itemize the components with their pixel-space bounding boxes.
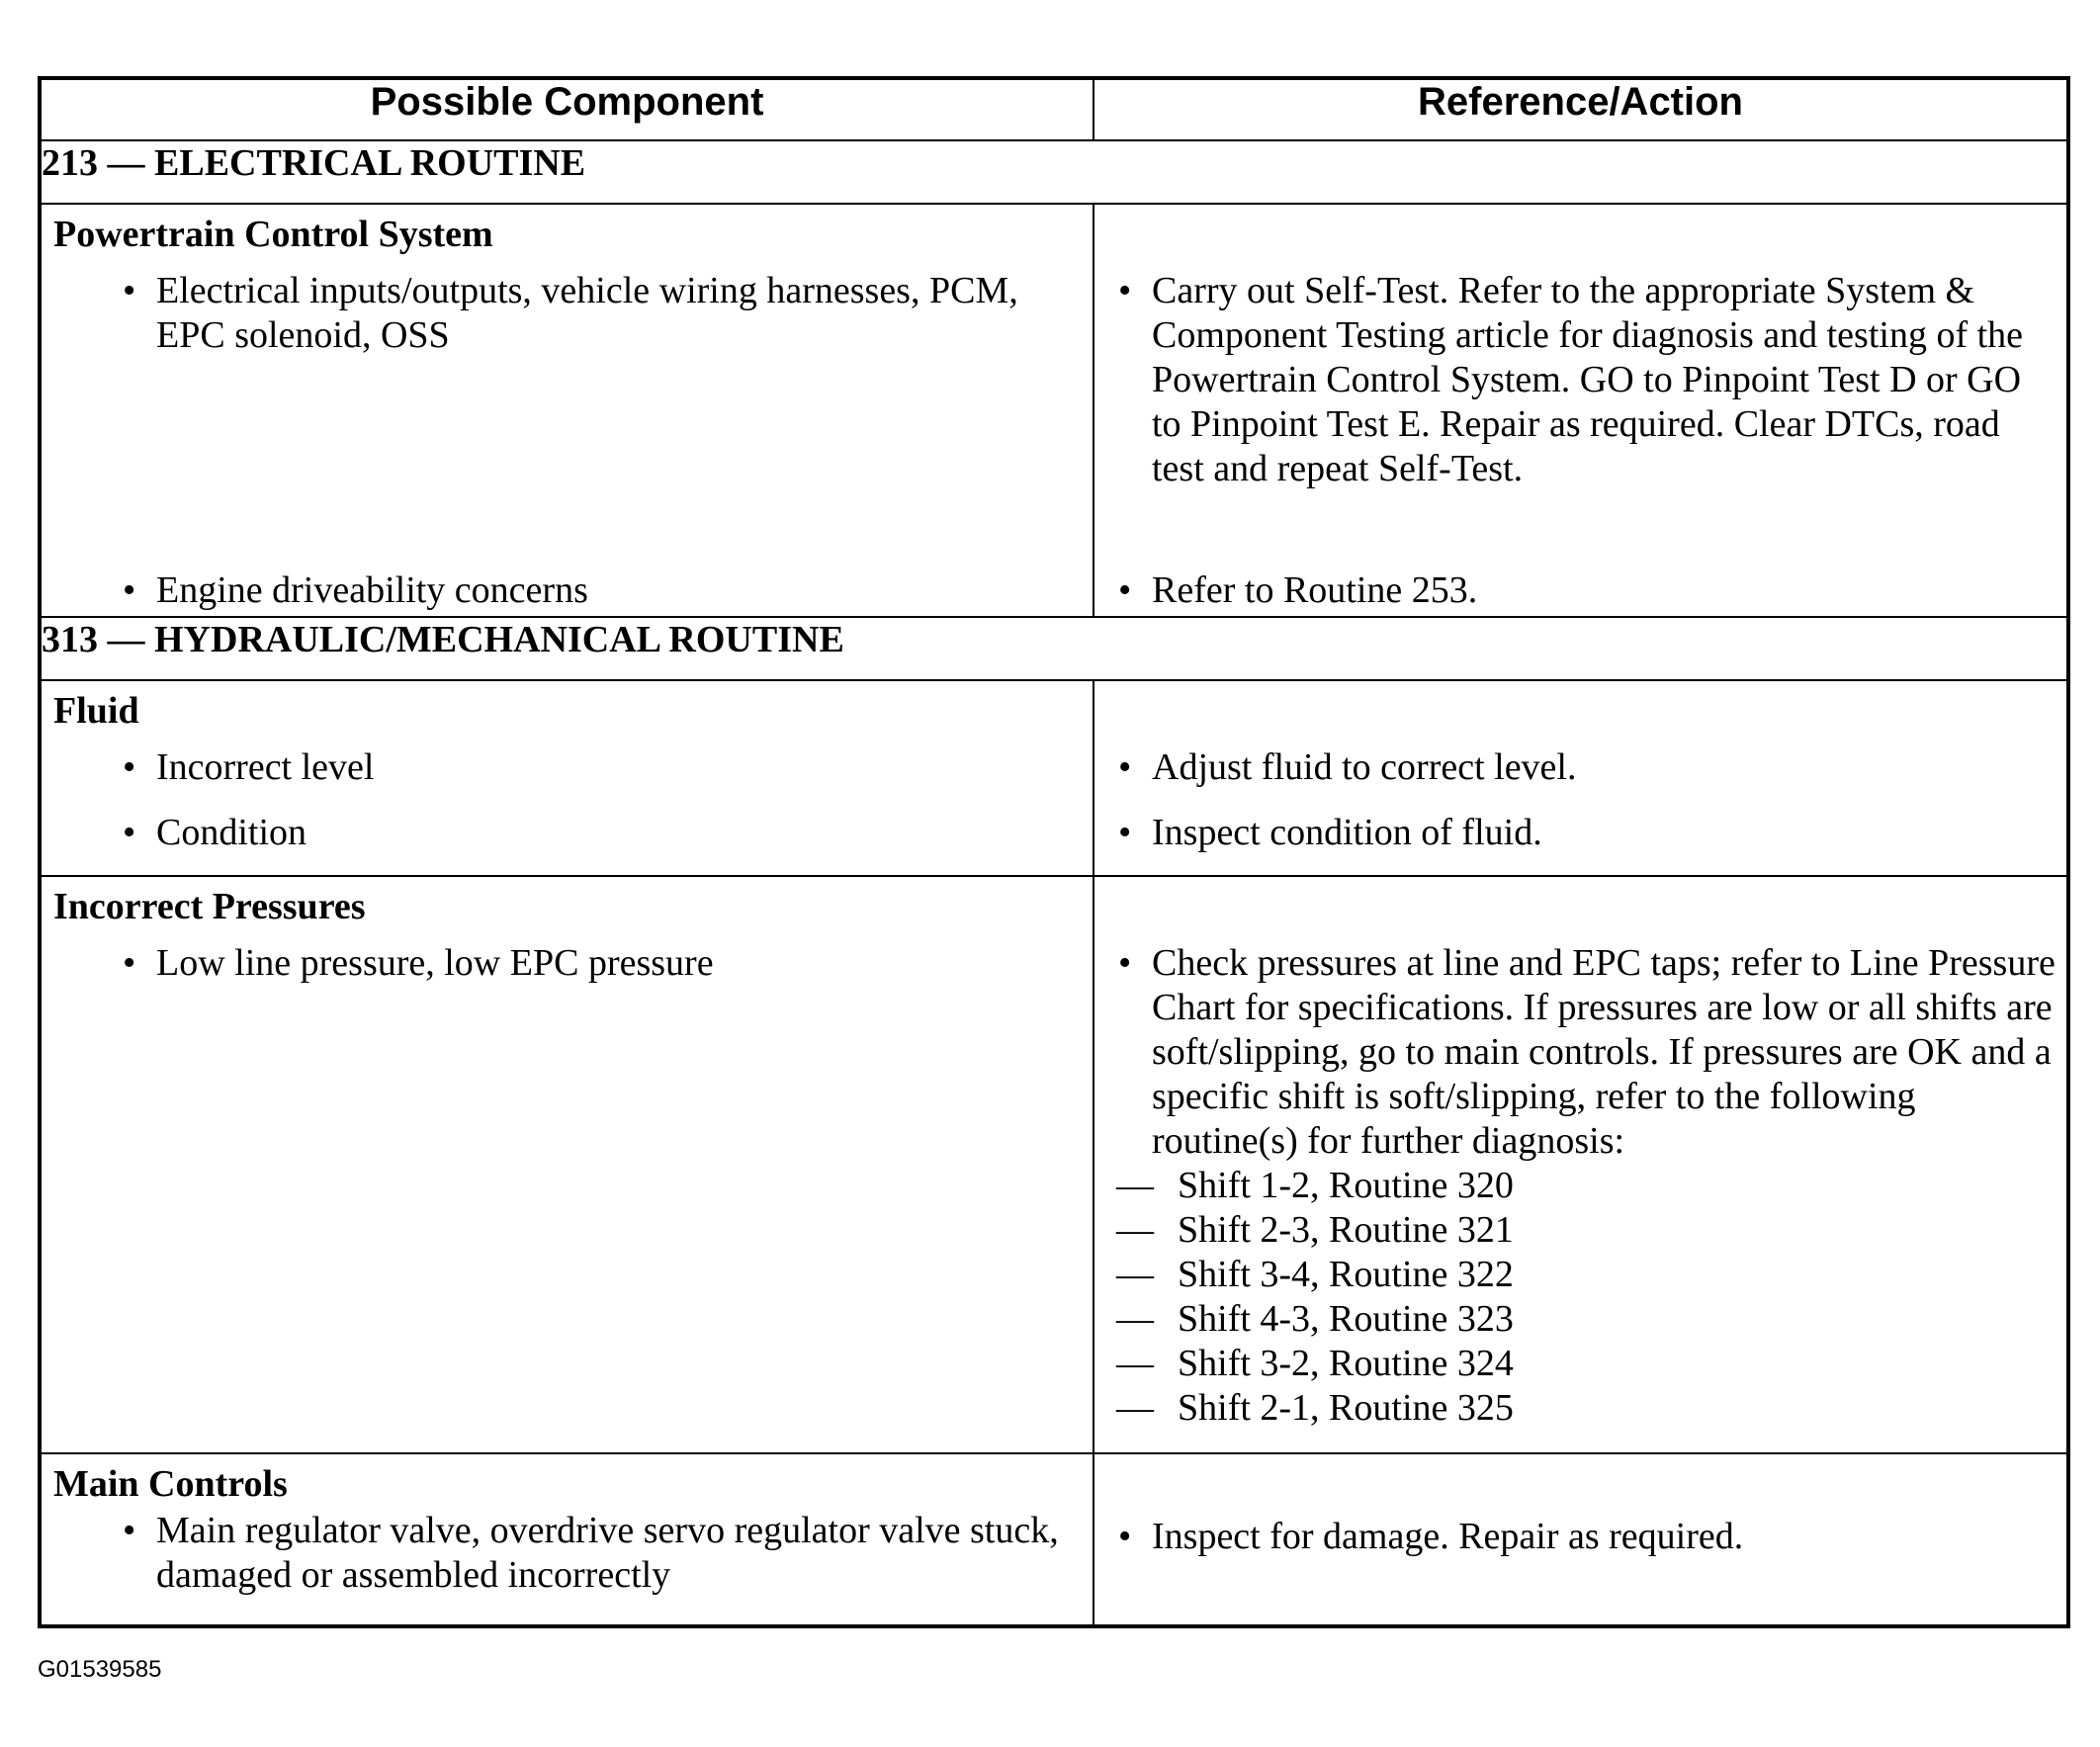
action-item bbox=[1094, 568, 2066, 613]
bullet-mark: • bbox=[1118, 1516, 1132, 1557]
action-item bbox=[1094, 1515, 2066, 1559]
action-text: Carry out Self-Test. Refer to the appropriate System & Component Testing article for diagnosis and testing of the Powertrain Control System. GO to Pinpoint Test D or GO to Pinpoint Test E. Repair as required. Clear DTCs, road test and repeat Self-Test. bbox=[1152, 270, 2024, 489]
bullet-mark: • bbox=[1118, 569, 1132, 611]
component-item bbox=[42, 811, 1093, 855]
group-title: Fluid bbox=[53, 690, 139, 732]
action-item bbox=[1094, 811, 2066, 855]
action-text: Check pressures at line and EPC taps; refer to Line Pressure Chart for specifications. If pressures are low or all shifts are soft/slipping, go to main controls. If pressures are OK and a specific shift is soft/slipping, refer to the following routine(s) for further diagnosis: bbox=[1152, 942, 2056, 1162]
action-cell bbox=[1094, 1453, 2068, 1626]
component-text: Low line pressure, low EPC pressure bbox=[156, 942, 714, 984]
component-text: Condition bbox=[156, 812, 307, 853]
dash-mark: — bbox=[1116, 1165, 1154, 1206]
routine-item bbox=[1094, 1253, 2066, 1297]
bullet-mark: • bbox=[123, 746, 136, 788]
figure-id: G01539585 bbox=[38, 1656, 162, 1683]
action-text: Adjust fluid to correct level. bbox=[1152, 746, 1577, 788]
routine-text: Shift 3-2, Routine 324 bbox=[1178, 1343, 1514, 1384]
bullet-mark: • bbox=[123, 270, 136, 311]
action-text: Refer to Routine 253. bbox=[1152, 569, 1478, 611]
component-item bbox=[42, 269, 1093, 358]
group-title: Incorrect Pressures bbox=[53, 886, 366, 927]
routine-item bbox=[1094, 1164, 2066, 1208]
table-header-row bbox=[40, 78, 2068, 140]
bullet-mark: • bbox=[123, 569, 136, 611]
column-header-reference-action: Reference/Action bbox=[1094, 78, 2068, 140]
table-row-fluid bbox=[40, 680, 2068, 876]
action-item bbox=[1094, 745, 2066, 790]
routine-text: Shift 1-2, Routine 320 bbox=[1178, 1165, 1514, 1206]
component-text: Main regulator valve, overdrive servo regulator valve stuck, damaged or assembled incorrectly bbox=[156, 1510, 1059, 1596]
dash-mark: — bbox=[1116, 1387, 1154, 1429]
table-row-incorrect-pressures bbox=[40, 876, 2068, 1453]
bullet-mark: • bbox=[123, 812, 136, 853]
action-text: Inspect condition of fluid. bbox=[1152, 812, 1542, 853]
component-text: Electrical inputs/outputs, vehicle wiring harnesses, PCM, EPC solenoid, OSS bbox=[156, 270, 1018, 356]
component-item bbox=[42, 941, 1093, 986]
component-item bbox=[42, 568, 1093, 613]
bullet-mark: • bbox=[123, 1510, 136, 1551]
bullet-mark: • bbox=[1118, 812, 1132, 853]
routine-item bbox=[1094, 1297, 2066, 1342]
column-header-possible-component: Possible Component bbox=[40, 78, 1094, 140]
component-text: Engine driveability concerns bbox=[156, 569, 588, 611]
component-item bbox=[42, 745, 1093, 790]
component-text: Incorrect level bbox=[156, 746, 375, 788]
component-cell bbox=[40, 204, 1094, 617]
routine-text: Shift 2-1, Routine 325 bbox=[1178, 1387, 1514, 1429]
action-text: Inspect for damage. Repair as required. bbox=[1152, 1516, 1744, 1557]
dash-mark: — bbox=[1116, 1343, 1154, 1384]
routine-item bbox=[1094, 1386, 2066, 1431]
routine-text: Shift 2-3, Routine 321 bbox=[1178, 1209, 1514, 1251]
dash-mark: — bbox=[1116, 1254, 1154, 1295]
table-row-main-controls bbox=[40, 1453, 2068, 1626]
routine-item bbox=[1094, 1342, 2066, 1386]
group-title: Powertrain Control System bbox=[53, 214, 493, 255]
component-cell bbox=[40, 680, 1094, 876]
component-item bbox=[42, 1509, 1093, 1598]
action-item bbox=[1094, 269, 2066, 491]
component-cell bbox=[40, 1453, 1094, 1626]
diagnosis-table bbox=[38, 76, 2070, 1628]
section-row-electrical bbox=[40, 140, 2068, 204]
action-cell bbox=[1094, 204, 2068, 617]
section-title: 313 — HYDRAULIC/MECHANICAL ROUTINE bbox=[40, 617, 2068, 680]
bullet-mark: • bbox=[1118, 270, 1132, 311]
section-row-hydraulic bbox=[40, 617, 2068, 680]
dash-mark: — bbox=[1116, 1209, 1154, 1251]
bullet-mark: • bbox=[123, 942, 136, 984]
routine-text: Shift 3-4, Routine 322 bbox=[1178, 1254, 1514, 1295]
bullet-mark: • bbox=[1118, 746, 1132, 788]
group-title: Main Controls bbox=[53, 1463, 288, 1505]
bullet-mark: • bbox=[1118, 942, 1132, 984]
dash-mark: — bbox=[1116, 1298, 1154, 1340]
action-item bbox=[1094, 941, 2066, 1164]
routine-text: Shift 4-3, Routine 323 bbox=[1178, 1298, 1514, 1340]
action-cell bbox=[1094, 876, 2068, 1453]
routine-item bbox=[1094, 1208, 2066, 1253]
action-cell bbox=[1094, 680, 2068, 876]
table-row-powertrain-control-system bbox=[40, 204, 2068, 617]
component-cell bbox=[40, 876, 1094, 1453]
section-title: 213 — ELECTRICAL ROUTINE bbox=[40, 140, 2068, 204]
